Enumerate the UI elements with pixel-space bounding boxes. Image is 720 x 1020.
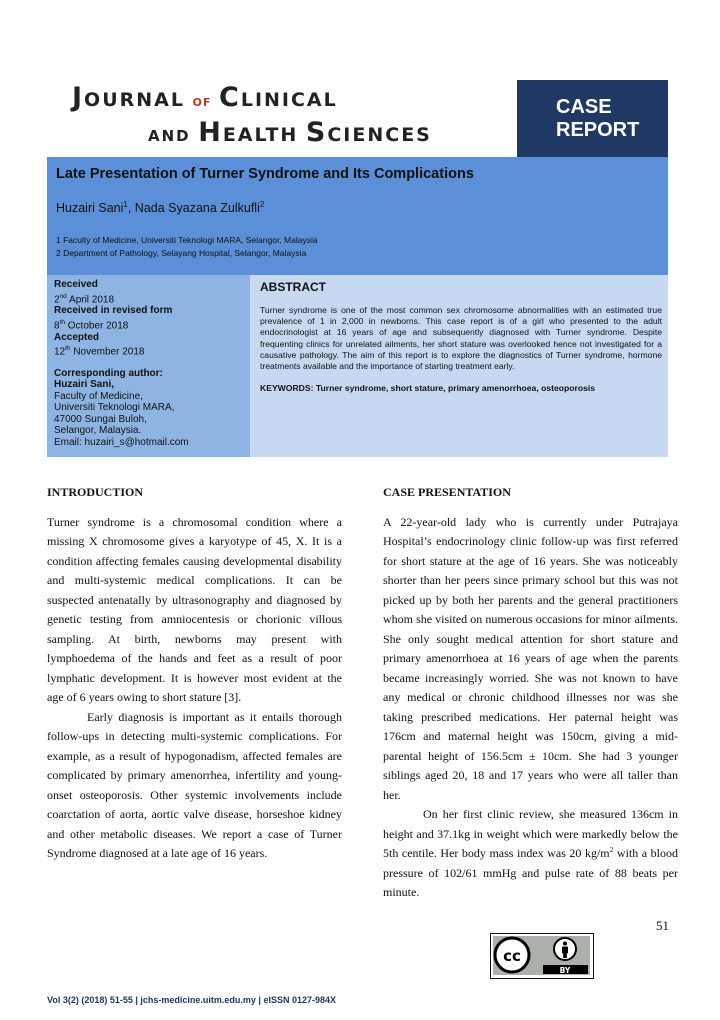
abstract-box (250, 275, 668, 457)
case-paragraph-1: A 22-year-old lady who is currently under Putrajaya Hospital’s endocrinology clinic follow-up was first referred for short stature at the age of 16 years. She was noticeably shorter than her peers since primary school but this was not picked up by both her parents and the general practitioners whom she visited on numerous occasions for minor ailments. She only sought medical attention for short stature and primary amenorrhoea at 16 years of age when the parents became increasingly worried. She was not known to have any medical or chronic childhood illnesses nor was she taking prescribed medications. Her paternal height was 176cm and maternal height was 150cm, giving a mid-parental height of 156.5cm ± 10cm. She had 3 younger siblings aged 20, 18 and 17 years who were all taller than her. (383, 514, 678, 802)
abstract-text: Turner syndrome is one of the most common sex chromosome abnormalities with an estimated true prevalence of 1 in 2,000 in newborns. This case report is of a girl who presented to the adult endocrinologist at 16 years of age and subsequently diagnosed with Turner syndrome. Despite frequenting clinics for unrelated ailments, her short stature was overlooked hence not investigated for a causative pathology. The aim of this report is to explore the diagnostics of Turner syndrome, hormone treatments available and the importance of starting treatment early. (260, 305, 662, 372)
intro-paragraph-1: Turner syndrome is a chromosomal condition where a missing X chromosome gives a karyotype of 45, X. It is a condition affecting females causing developmental disability and multi-systemic medical complications. It can be suspected antenatally by ultrasonography and diagnosed by genetic testing from amniocentesis or chorionic villous sampling. At birth, newborns may present with lymphoedema of the hands and feet as a result of poor lymphatic development. It is however most evident at the age of 6 years owing to short stature [3]. (47, 514, 342, 704)
accepted-label: Accepted (54, 331, 100, 343)
abstract-heading: ABSTRACT (260, 280, 326, 294)
introduction-section (47, 483, 342, 864)
article-info-sidebar (47, 275, 250, 457)
authors: Huzairi Sani$^1$, Nada Syazana Zulkufli$^2$ (56, 200, 265, 216)
journal-name-line-2: AND HEALTH SCIENCES (148, 117, 432, 148)
cc-by-license-badge (490, 933, 594, 979)
corr-address-line: 47000 Sungai Buloh, (54, 413, 147, 425)
intro-paragraph-2: Early diagnosis is important as it entails thorough follow-ups in detecting multi-systemic complications. For example, as a result of hypogonadism, affected females are complicated by primary amenorrhea, infertility and young-onset osteoporosis. Other systemic involvements include coarctation of aorta, aortic valve disease, horseshoe kidney and other metabolic diseases. We report a case of Turner Syndrome diagnosed at a late age of 16 years. (47, 709, 342, 860)
accepted-date: 12th November 2018 (54, 345, 145, 358)
corr-email: Email: huzairi_s@hotmail.com (54, 436, 189, 448)
corresponding-author-name: Huzairi Sani, (54, 379, 115, 391)
title-block (47, 157, 668, 275)
introduction-heading: INTRODUCTION (47, 485, 144, 499)
paper-title: Late Presentation of Turner Syndrome and Its Complications (56, 166, 474, 182)
received-label: Received (54, 279, 98, 290)
received-date: 2nd April 2018 (54, 292, 115, 305)
corr-address-line: Faculty of Medicine, (54, 390, 143, 402)
by-text: BY (559, 966, 571, 975)
corr-address-line: Universiti Teknologi MARA, (54, 402, 175, 414)
corr-address-line: Selangor, Malaysia. (54, 425, 142, 437)
case-presentation-heading: CASE PRESENTATION (383, 485, 511, 499)
journal-name-line-1: JOURNAL OF CLINICAL (72, 82, 338, 113)
affiliation-1: 1 Faculty of Medicine, Universiti Teknologi MARA, Selangor, Malaysia (56, 235, 318, 245)
page-number: 51 (656, 918, 669, 933)
footer-citation: Vol 3(2) (2018) 51-55 | jchs-medicine.uitm.edu.my | eISSN 0127-984X (47, 995, 336, 1005)
revised-label: Received in revised form (54, 305, 173, 317)
keywords: KEYWORDS: Turner syndrome, short stature, primary amenorrhoea, osteoporosis (260, 383, 596, 394)
case-presentation-section (383, 483, 678, 903)
cc-license-icon (491, 934, 592, 977)
revised-date: 8th October 2018 (54, 318, 129, 332)
case-paragraph-2: On her first clinic review, she measured 136cm in height and 37.1kg in weight which were markedly below the 5th centile. Her body mass index was 20 $kg/m^2$ with a blood pressure of 102/61 mmHg and pulse rate of 88 beats per minute. (383, 807, 678, 899)
affiliation-2: 2 Department of Pathology, Selayang Hospital, Selangor, Malaysia (56, 248, 307, 258)
cc-text: cc (503, 947, 521, 965)
case-report-badge: CASE REPORT (517, 80, 668, 157)
corresponding-author-label: Corresponding author: (54, 367, 163, 379)
